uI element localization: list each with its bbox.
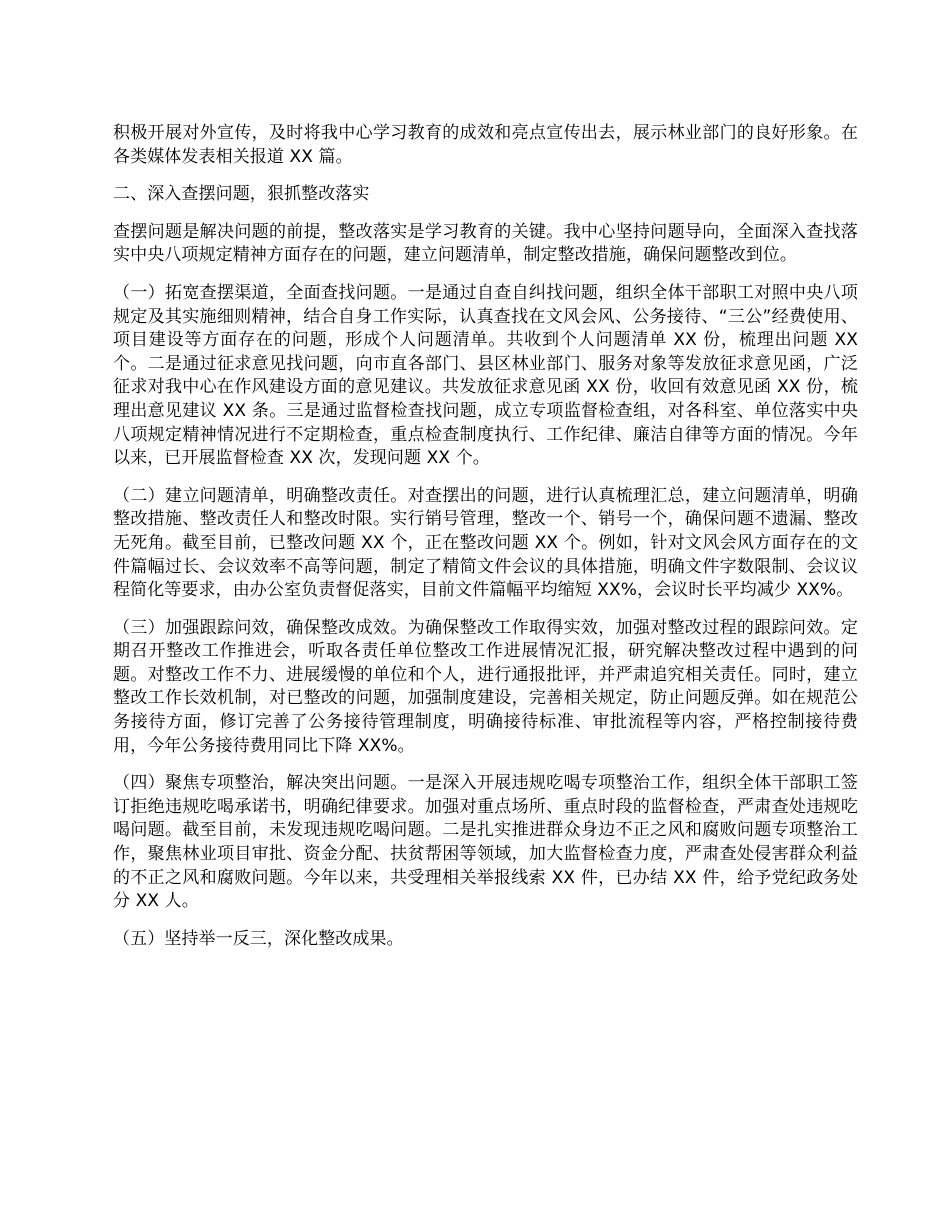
paragraph-item-5: （五）坚持举一反三，深化整改成果。: [113, 928, 404, 949]
paragraph-publicity: 积极开展对外宣传，及时将我中心学习教育的成效和亮点宣传出去，展示林业部门的良好形象。在各类媒体发表相关报道 XX 篇。: [113, 123, 858, 167]
paragraph-item-3: （三）加强跟踪问效，确保整改成效。为确保整改工作取得实效，加强对整改过程的跟踪问效。定期召开整改工作推进会，听取各责任单位整改工作进展情况汇报，研究解决整改过程中遇到的问题。对整改工作不力、进展缓慢的单位和个人，进行通报批评，并严肃追究相关责任。同时，建立整改工作长效机制，对已整改的问题，加强制度建设，完善相关规定，防止问题反弹。如在规范公务接待方面，修订完善了公务接待管理制度，明确接待标准、审批流程等内容，严格控制接待费用，今年公务接待费用同比下降 XX%。: [113, 617, 858, 756]
document-page: [113, 122, 858, 965]
paragraph-intro: 查摆问题是解决问题的前提，整改落实是学习教育的关键。我中心坚持问题导向，全面深入查找落实中央八项规定精神方面存在的问题，建立问题清单，制定整改措施，确保问题整改到位。: [113, 221, 858, 266]
paragraph-item-1: （一）拓宽查摆渠道，全面查找问题。一是通过自查自纠找问题，组织全体干部职工对照中央八项规定及其实施细则精神，结合自身工作实际，认真查找在文风会风、公务接待、“三公”经费使用、项目建设等方面存在的问题，形成个人问题清单。共收到个人问题清单 XX 份，梳理出问题 XX 个。二是通过征求意见找问题，向市直各部门、县区林业部门、服务对象等发放征求意见函，广泛征求对我中心在作风建设方面的意见建议。共发放征求意见函 XX 份，收回有效意见函 XX 份，梳理出意见建议 XX 条。三是通过监督检查找问题，成立专项监督检查组，对各科室、单位落实中央八项规定精神情况进行不定期检查，重点检查制度执行、工作纪律、廉洁自律等方面的情况。今年以来，已开展监督检查 XX 次，发现问题 XX 个。: [113, 282, 858, 469]
paragraph-item-2: （二）建立问题清单，明确整改责任。对查摆出的问题，进行认真梳理汇总，建立问题清单，明确整改措施、整改责任人和整改时限。实行销号管理，整改一个、销号一个，确保问题不遗漏、整改无死角。截至目前，已整改问题 XX 个，正在整改问题 XX 个。例如，针对文风会风方面存在的文件篇幅过长、会议效率不高等问题，制定了精简文件会议的具体措施，明确文件字数限制、会议议程简化等要求，由办公室负责督促落实，目前文件篇幅平均缩短 XX%，会议时长平均减少 XX%。: [113, 485, 858, 601]
paragraph-item-4: （四）聚焦专项整治，解决突出问题。一是深入开展违规吃喝专项整治工作，组织全体干部职工签订拒绝违规吃喝承诺书，明确纪律要求。加强对重点场所、重点时段的监督检查，严肃查处违规吃喝问题。截至目前，未发现违规吃喝问题。二是扎实推进群众身边不正之风和腐败问题专项整治工作，聚焦林业项目审批、资金分配、扶贫帮困等领域，加大监督检查力度，严肃查处侵害群众利益的不正之风和腐败问题。今年以来，共受理相关举报线索 XX 件，已办结 XX 件，给予党纪政务处分 XX 人。: [113, 773, 858, 912]
section-heading-2: 二、深入查摆问题，狠抓整改落实: [113, 184, 370, 205]
